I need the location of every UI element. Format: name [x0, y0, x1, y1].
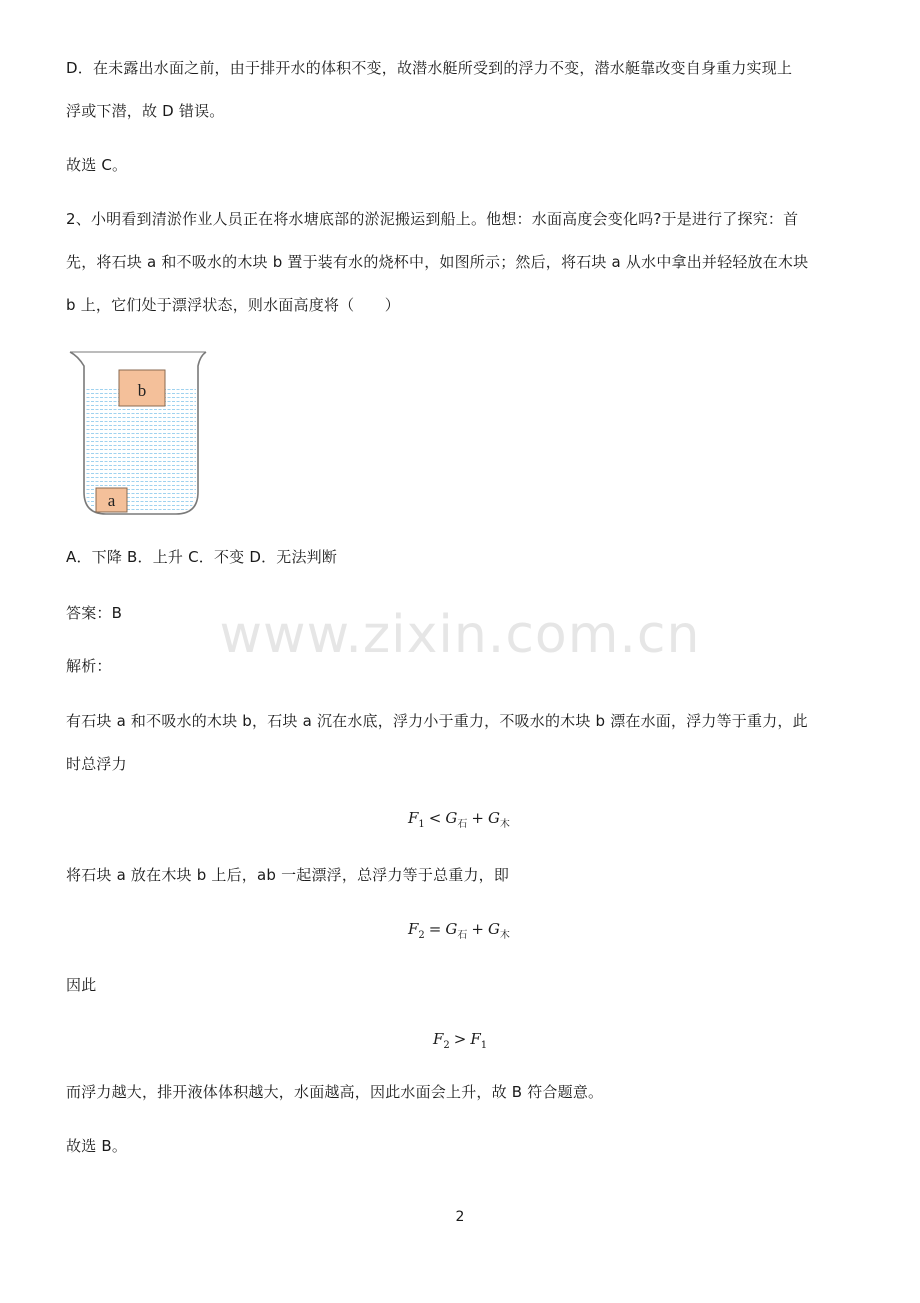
paragraph-line: 故选 C。	[66, 156, 128, 174]
question-line: b 上，它们处于漂浮状态，则水面高度将（ ）	[66, 296, 400, 314]
formula-symbol: F	[408, 809, 419, 827]
answer-options: A．下降 B．上升 C．不变 D．无法判断	[66, 548, 338, 566]
beaker-diagram	[64, 344, 214, 519]
formula-operator: <	[428, 809, 442, 827]
answer-line: 答案：B	[66, 604, 123, 622]
analysis-line: 而浮力越大，排开液体体积越大，水面越高，因此水面会上升，故 B 符合题意。	[66, 1083, 604, 1101]
formula-comparison	[433, 1029, 487, 1056]
paragraph-line: 浮或下潜，故 D 错误。	[66, 102, 225, 120]
beaker-figure	[64, 344, 214, 523]
analysis-line: 将石块 a 放在木块 b 上后，ab 一起漂浮，总浮力等于总重力，即	[66, 866, 510, 884]
analysis-line: 故选 B。	[66, 1137, 128, 1155]
formula-operator: >	[453, 1030, 467, 1048]
formula-operator: +	[471, 809, 484, 827]
question-line: 2、小明看到清淤作业人员正在将水塘底部的淤泥搬运到船上。他想：水面高度会变化吗?于是进行了探究：首	[66, 210, 799, 228]
page-number: 2	[455, 1209, 465, 1225]
analysis-line: 时总浮力	[66, 755, 127, 773]
watermark: www.zixin.com.cn	[219, 605, 701, 665]
formula-subscript: 石	[457, 930, 468, 941]
formula-operator: +	[471, 920, 484, 938]
formula-symbol: F	[408, 920, 419, 938]
formula-subscript: 2	[418, 930, 425, 941]
question-line: 先，将石块 a 和不吸水的木块 b 置于装有水的烧杯中，如图所示；然后，将石块 a 从水中拿出并轻轻放在木块	[66, 253, 809, 271]
formula-symbol: G	[445, 920, 458, 938]
formula-subscript: 石	[457, 819, 468, 830]
formula-symbol: G	[445, 809, 458, 827]
formula-symbol: F	[433, 1030, 444, 1048]
wood-block-label: b	[137, 381, 147, 400]
formula-symbol: F	[470, 1030, 481, 1048]
formula-operator: =	[428, 920, 442, 938]
formula-symbol: G	[487, 809, 500, 827]
formula-subscript: 木	[499, 930, 510, 941]
analysis-label: 解析：	[66, 657, 112, 675]
formula-subscript: 1	[480, 1040, 488, 1051]
formula-symbol: G	[487, 920, 500, 938]
formula-subscript: 木	[499, 819, 510, 830]
formula-subscript: 2	[443, 1040, 450, 1051]
paragraph-line: D．在未露出水面之前，由于排开水的体积不变，故潜水艇所受到的浮力不变，潜水艇靠改变自身重力实现上	[66, 59, 793, 77]
formula-total-buoyancy-2	[408, 919, 510, 946]
analysis-line: 有石块 a 和不吸水的木块 b，石块 a 沉在水底，浮力小于重力，不吸水的木块 b 漂在水面，浮力等于重力，此	[66, 712, 808, 730]
stone-block-label: a	[107, 491, 116, 510]
formula-subscript: 1	[418, 819, 425, 830]
formula-total-buoyancy-1	[408, 808, 510, 835]
analysis-line: 因此	[66, 976, 97, 994]
